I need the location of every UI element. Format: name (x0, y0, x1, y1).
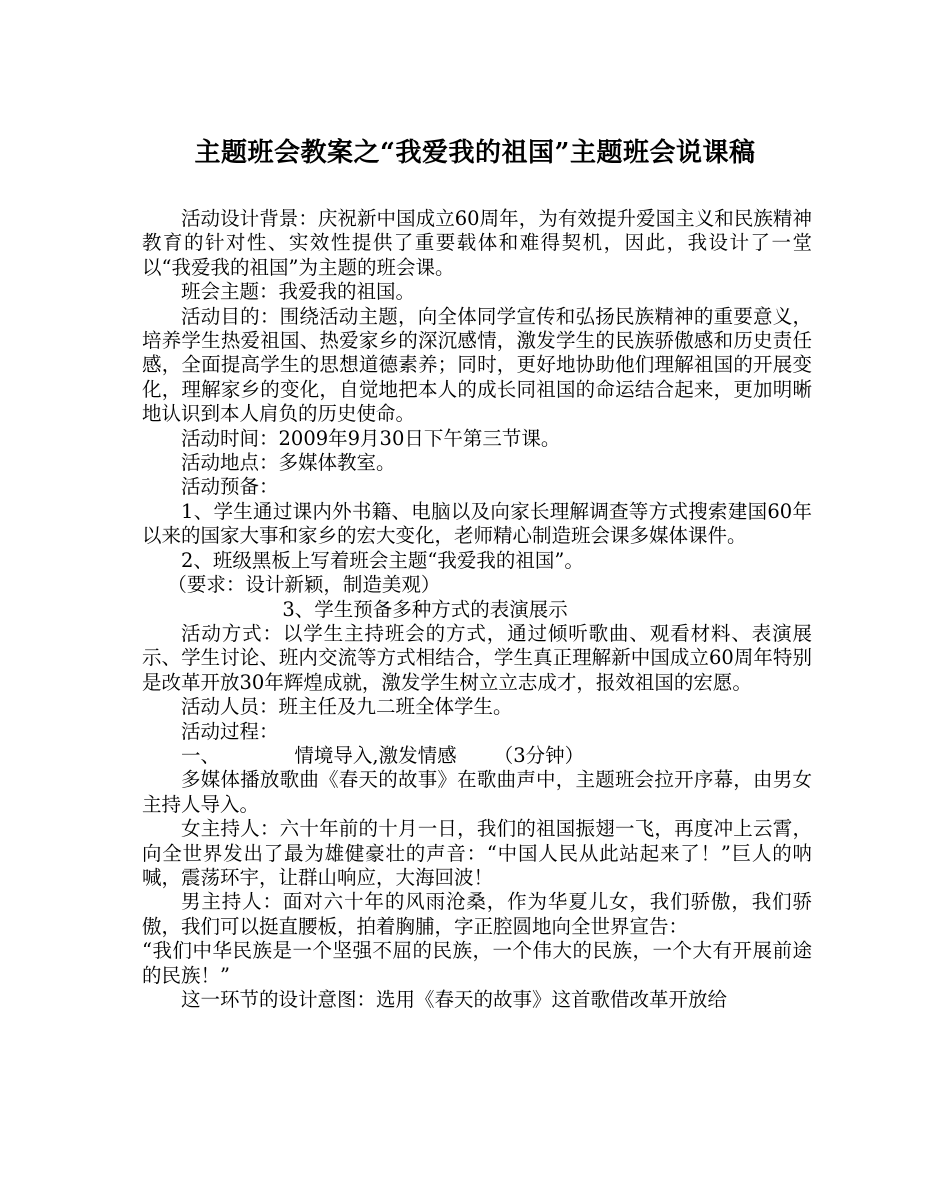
paragraph-step-1-heading: 一、 情境导入,激发情感 （3分钟） (181, 743, 585, 767)
paragraph-prep-requirement: （要求：设计新颖，制造美观） (167, 573, 441, 597)
paragraph-theme: 班会主题：我爱我的祖国。 (181, 280, 416, 304)
paragraph-method: 活动方式：以学生主持班会的方式，通过倾听歌曲、观看材料、表演展示、学生讨论、班内交流等方式相结合，学生真正理解新中国成立60周年特别是改革开放30年辉煌成就，激发学生树立立志成才，报效祖国的宏愿。 (142, 621, 812, 694)
paragraph-purpose: 活动目的：围绕活动主题，向全体同学宣传和弘扬民族精神的重要意义，培养学生热爱祖国、热爱家乡的深沉感情，激发学生的民族骄傲感和历史责任感，全面提高学生的思想道德素养；同时，更好地协助他们理解祖国的开展变化，理解家乡的变化，自觉地把本人的成长同祖国的命运结合起来，更加明晰地认识到本人肩负的历史使命。 (142, 304, 812, 426)
paragraph-background: 活动设计背景：庆祝新中国成立60周年，为有效提升爱国主义和民族精神教育的针对性、实效性提供了重要载体和难得契机，因此，我设计了一堂以“我爱我的祖国”为主题的班会课。 (142, 207, 812, 279)
paragraph-prep-item-3: 3、学生预备多种方式的表演展示 (282, 597, 568, 621)
paragraph-participants: 活动人员：班主任及九二班全体学生。 (181, 695, 513, 719)
document-title: 主题班会教案之“我爱我的祖国”主题班会说课稿 (194, 138, 756, 168)
paragraph-prep-item-2: 2、班级黑板上写着班会主题“我爱我的祖国”。 (181, 548, 584, 572)
paragraph-female-host: 女主持人：六十年前的十月一日，我们的祖国振翅一飞，再度冲上云霄，向全世界发出了最为雄健豪壮的声音：“中国人民从此站起来了！”巨人的呐喊，震荡环宇，让群山响应，大海回波！ (142, 817, 812, 889)
paragraph-prep-item-1: 1、学生通过课内外书籍、电脑以及向家长理解调查等方式搜索建国60年以来的国家大事和家乡的宏大变化，老师精心制造班会课多媒体课件。 (142, 499, 812, 548)
paragraph-declaration: “我们中华民族是一个坚强不屈的民族，一个伟大的民族，一个大有开展前途的民族！” (142, 939, 812, 987)
document-body (142, 207, 812, 1012)
paragraph-process: 活动过程： (181, 719, 279, 743)
paragraph-preparation: 活动预备： (181, 475, 279, 499)
paragraph-male-host: 男主持人：面对六十年的风雨沧桑，作为华夏儿女，我们骄傲，我们骄傲，我们可以挺直腰板，拍着胸脯，字正腔圆地向全世界宣告： (142, 890, 812, 938)
paragraph-time: 活动时间：2009年9月30日下午第三节课。 (181, 426, 561, 450)
paragraph-location: 活动地点：多媒体教室。 (181, 451, 396, 475)
paragraph-step-1-intro: 多媒体播放歌曲《春天的故事》在歌曲声中，主题班会拉开序幕，由男女主持人导入。 (142, 768, 812, 816)
paragraph-design-intent: 这一环节的设计意图：选用《春天的故事》这首歌借改革开放给 (181, 988, 728, 1011)
